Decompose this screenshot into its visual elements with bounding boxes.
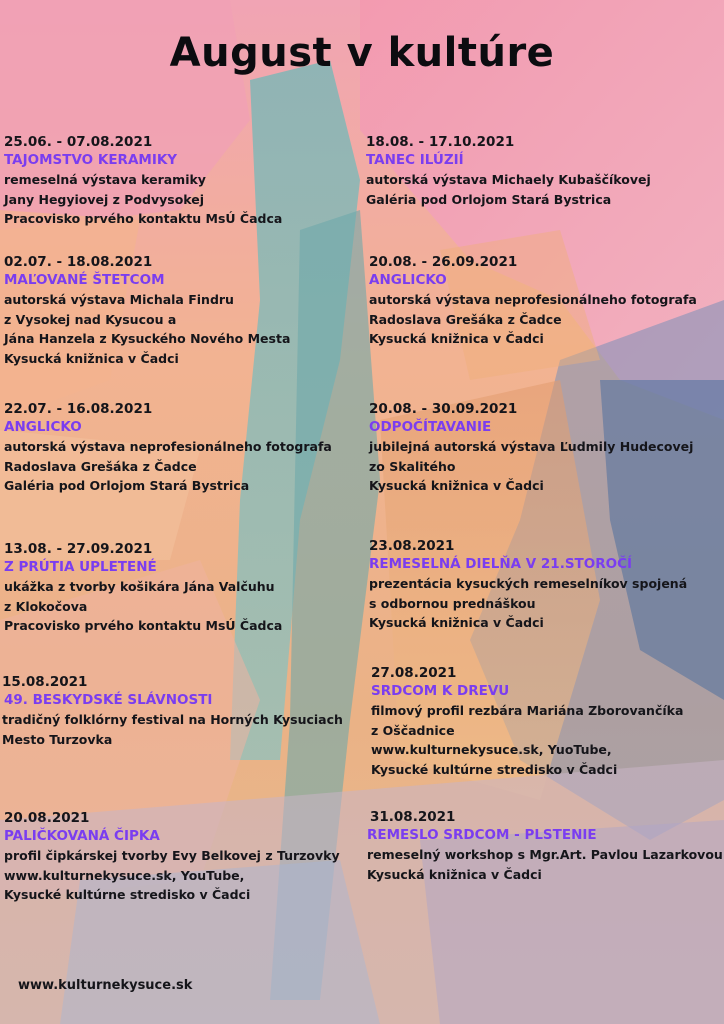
event-name: ODPOČÍTAVANIE: [369, 419, 492, 435]
event-detail: Kysucká knižnica v Čadci: [367, 866, 542, 882]
event-date: 20.08.2021: [4, 810, 90, 826]
event-detail: Kysucké kultúrne stredisko v Čadci: [4, 887, 251, 902]
event-detail: jubilejná autorská výstava Ľudmily Hudecovej: [369, 439, 694, 454]
event-detail: Galéria pod Orlojom Stará Bystrica: [4, 478, 250, 493]
event-detail: www.kulturnekysuce.sk, YuoTube,: [371, 742, 612, 757]
event-detail: Jána Hanzela z Kysuckého Nového Mesta: [4, 331, 291, 346]
event-detail: Pracovisko prvého kontaktu MsÚ Čadca: [4, 618, 283, 633]
event-detail: remeselná výstava keramiky: [4, 172, 206, 187]
event-detail: Radoslava Grešáka z Čadce: [4, 458, 197, 474]
event-date: 20.08. - 26.09.2021: [369, 254, 518, 270]
event-detail: autorská výstava Michaely Kubaščíkovej: [366, 172, 651, 187]
event-detail: Pracovisko prvého kontaktu MsÚ Čadca: [4, 211, 283, 226]
event-detail: Radoslava Grešáka z Čadce: [369, 311, 562, 327]
event-detail: autorská výstava neprofesionálneho fotografa: [4, 439, 332, 454]
event-detail: z Vysokej nad Kysucou a: [4, 311, 177, 327]
event-item: [367, 808, 723, 884]
event-detail: autorská výstava neprofesionálneho fotografa: [369, 292, 697, 307]
event-date: 18.08. - 17.10.2021: [366, 134, 515, 150]
event-detail: zo Skalitého: [369, 458, 456, 474]
event-detail: prezentácia kysuckých remeselníkov spojená: [369, 576, 688, 591]
event-date: 02.07. - 18.08.2021: [4, 254, 153, 270]
event-date: 27.08.2021: [371, 665, 457, 681]
event-date: 20.08. - 30.09.2021: [369, 401, 518, 417]
event-name: PALIČKOVANÁ ČIPKA: [4, 828, 160, 844]
event-item: [4, 540, 282, 636]
event-detail: www.kulturnekysuce.sk, YouTube,: [4, 867, 245, 883]
event-item: [366, 133, 651, 209]
website-link[interactable]: www.kulturnekysuce.sk: [18, 978, 193, 993]
event-detail: Mesto Turzovka: [2, 731, 113, 747]
event-item: [369, 537, 687, 633]
event-item: [4, 809, 340, 905]
event-name: TANEC ILÚZIÍ: [366, 152, 464, 168]
event-detail: filmový profil rezbára Mariána Zborovančíka: [371, 703, 684, 718]
event-item: [4, 133, 282, 229]
event-date: 22.07. - 16.08.2021: [4, 401, 153, 417]
event-date: 25.06. - 07.08.2021: [4, 134, 153, 150]
event-detail: Kysucká knižnica v Čadci: [369, 331, 544, 346]
event-name: TAJOMSTVO KERAMIKY: [4, 152, 178, 168]
event-name: Z PRÚTIA UPLETENÉ: [4, 559, 157, 575]
event-detail: Kysucké kultúrne stredisko v Čadci: [371, 761, 618, 777]
event-item: [371, 664, 683, 779]
event-detail: s odbornou prednáškou: [369, 595, 536, 611]
event-item: [369, 400, 693, 496]
event-detail: autorská výstava Michala Findru: [4, 292, 234, 307]
event-item: [2, 673, 343, 749]
event-detail: Kysucká knižnica v Čadci: [369, 478, 544, 493]
event-detail: remeselný workshop s Mgr.Art. Pavlou Lazarkovou: [367, 847, 723, 862]
event-detail: profil čipkárskej tvorby Evy Belkovej z Turzovky: [4, 848, 340, 863]
event-name: ANGLICKO: [369, 272, 447, 288]
event-item: [4, 400, 332, 496]
event-item: [4, 253, 290, 368]
event-detail: ukážka z tvorby košikára Jána Valčuhu: [4, 579, 275, 594]
event-detail: Kysucká knižnica v Čadci: [4, 350, 179, 366]
event-name: MAĽOVANÉ ŠTETCOM: [4, 272, 165, 288]
event-name: SRDCOM K DREVU: [371, 683, 510, 699]
event-name: REMESELNÁ DIELŇA V 21.STOROČÍ: [369, 556, 633, 572]
event-detail: z Klokočova: [4, 598, 88, 614]
event-detail: Kysucká knižnica v Čadci: [369, 615, 544, 630]
event-detail: tradičný folklórny festival na Horných Kysuciach: [2, 712, 343, 727]
event-date: 15.08.2021: [2, 674, 88, 690]
event-item: [369, 253, 697, 349]
event-name: ANGLICKO: [4, 419, 82, 435]
event-date: 31.08.2021: [370, 809, 456, 825]
event-date: 13.08. - 27.09.2021: [4, 541, 153, 557]
event-detail: z Oščadnice: [371, 722, 455, 738]
event-detail: Galéria pod Orlojom Stará Bystrica: [366, 191, 612, 207]
event-name: REMESLO SRDCOM - PLSTENIE: [367, 827, 597, 843]
event-detail: Jany Hegyiovej z Podvysokej: [4, 191, 205, 207]
event-date: 23.08.2021: [369, 538, 455, 554]
event-name: 49. BESKYDSKÉ SLÁVNOSTI: [4, 692, 213, 708]
page-title: August v kultúre: [169, 30, 555, 76]
